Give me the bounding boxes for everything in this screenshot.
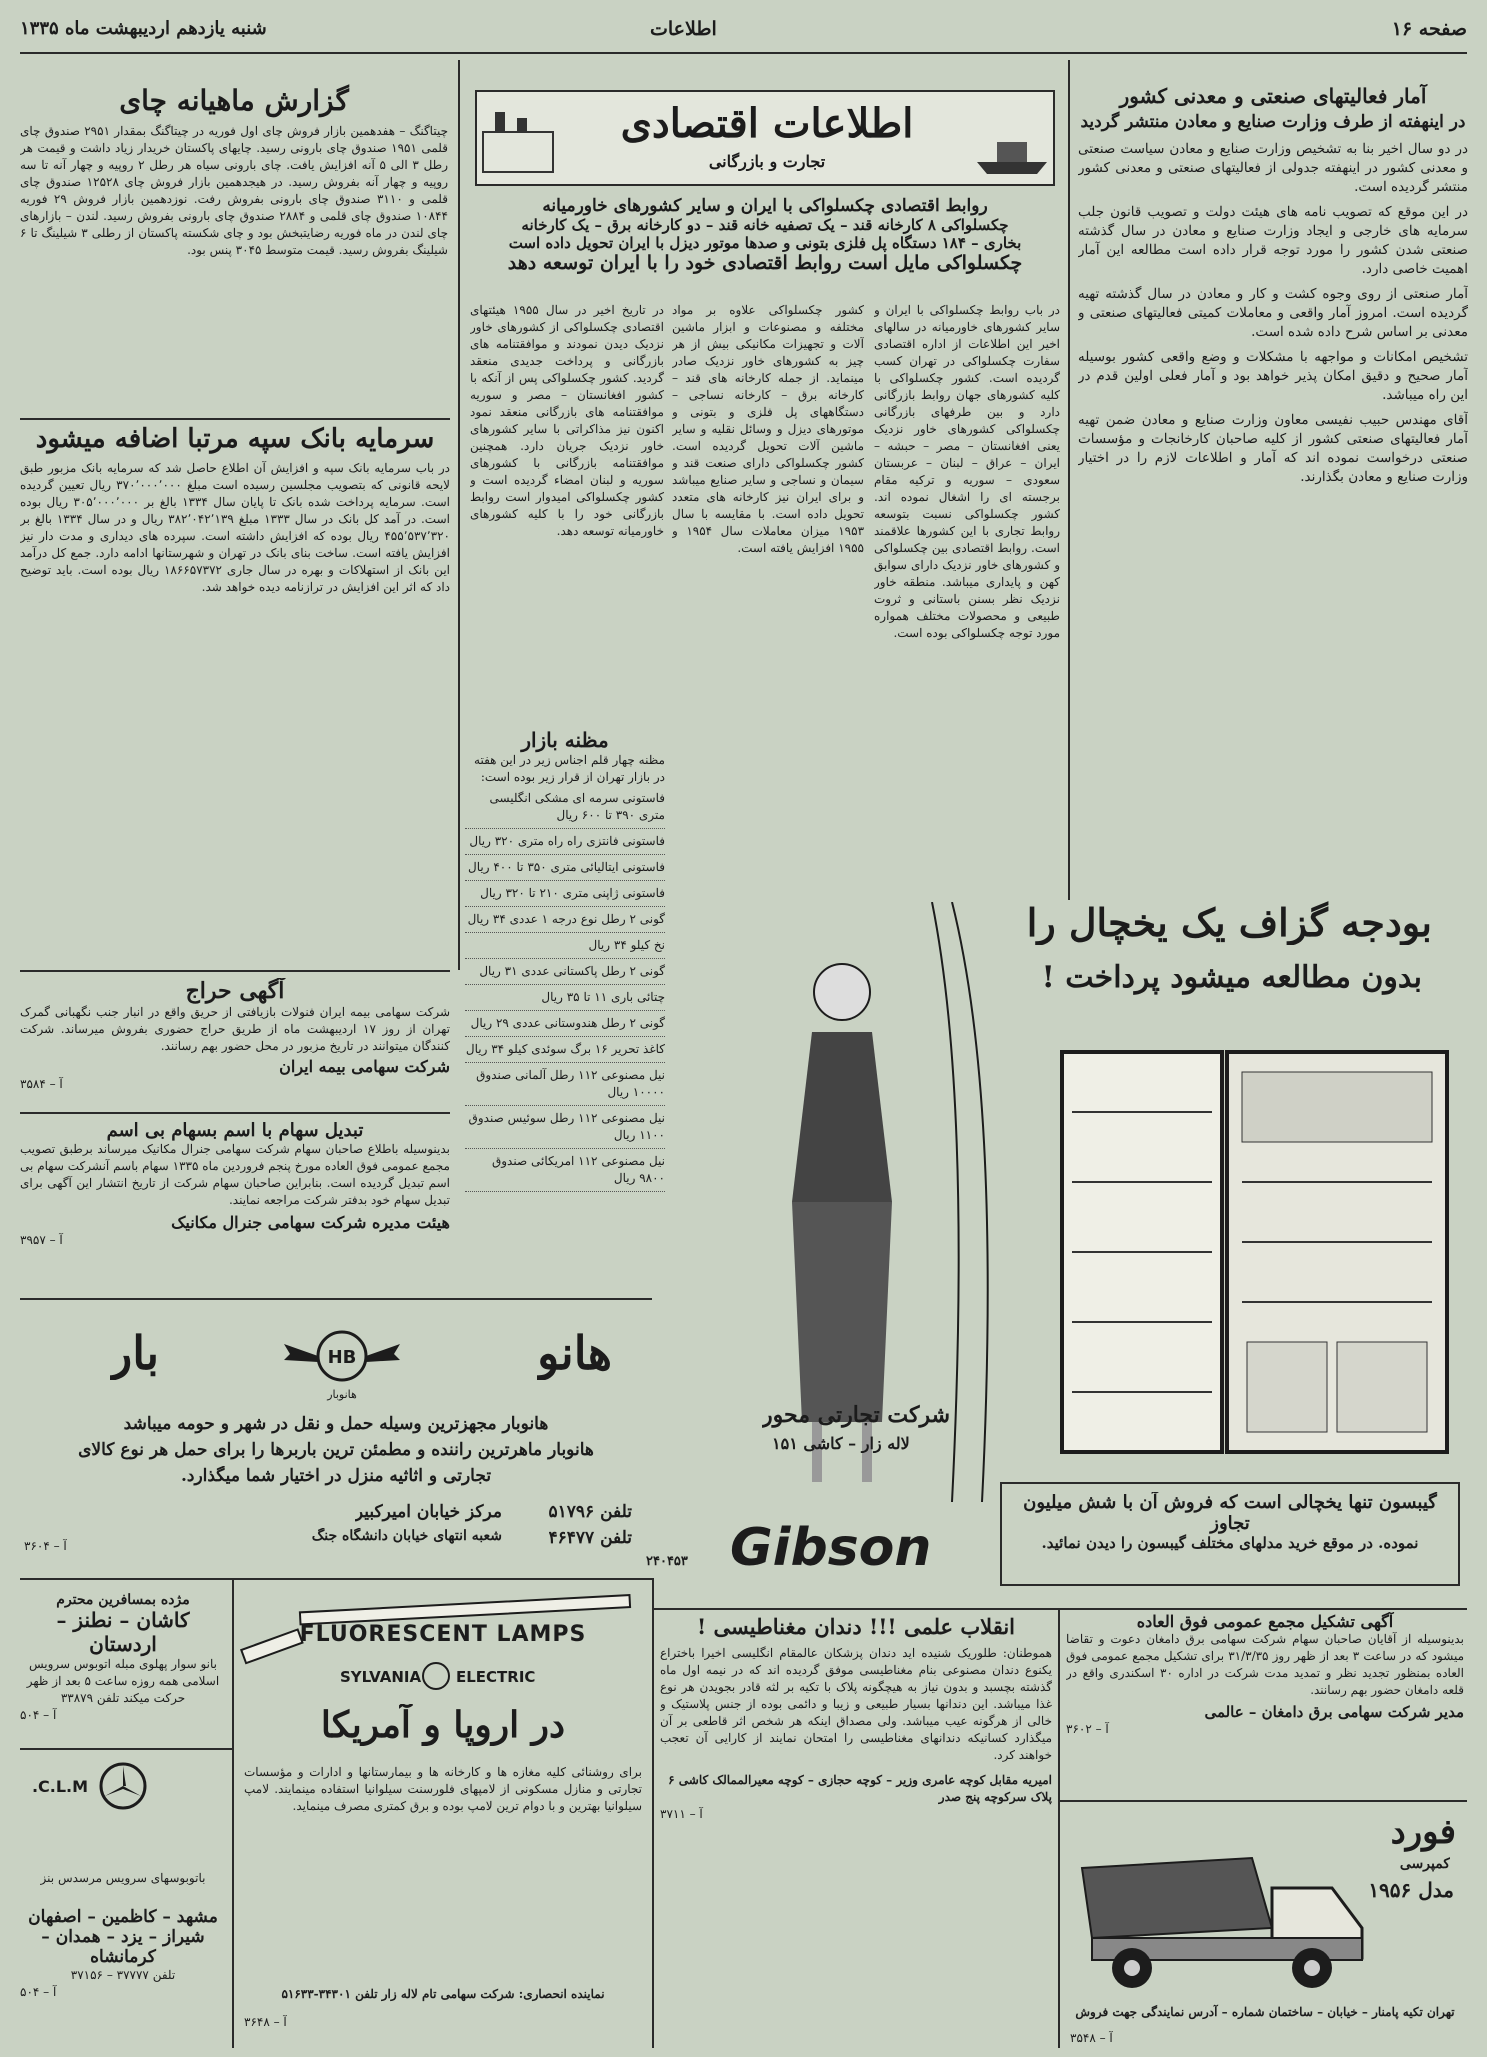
page-number: صفحه ۱۶ bbox=[1391, 18, 1467, 40]
rule bbox=[1060, 1800, 1467, 1802]
hanover-name-a: هانو bbox=[537, 1326, 612, 1380]
article-paragraph: تشخیص امکانات و مواجهه با مشکلات و وضع واقعی کشور بوسیله آمار صحیح و دقیق امکان پذیر خواهد بود و آمار فعلی اولین قدم در این راه میباشد. bbox=[1078, 349, 1468, 403]
general-assembly-notice bbox=[1066, 1612, 1464, 1792]
auction-signature: شرکت سهامی بیمه ایران bbox=[279, 1057, 450, 1076]
masthead-rule bbox=[20, 52, 1467, 54]
dental-address: امیریه مقابل کوچه عامری وزیر – کوچه حجازی – کوچه معیرالممالک کاشی ۶ پلاک سرکوچه پنج صدر bbox=[668, 1773, 1052, 1804]
fridge-tagline-box bbox=[1000, 1482, 1460, 1586]
col-rule-1 bbox=[458, 60, 460, 970]
article-paragraph: در دو سال اخیر بنا به تشخیص وزارت صنایع و معادن سیاست صنعتی و معدنی کشور در اینهفته جدولی از فعالیتهای صنعتی و معدنی کشور منتشر گردیده است. bbox=[1078, 141, 1468, 195]
czech-column-c: در تاریخ اخیر در سال ۱۹۵۵ هیئتهای اقتصادی چکسلواکی از کشورهای خاور نزدیک دیدن نمودند و موافقتنامه های بازرگانی و پرداخت جدیدی منعقد گردید. کشور چکسلواکی پس از آنکه با کشور افغانستان – مصر و سوریه موافقتنامه های بازرگانی منعقد نمود اکنون نیز مذاکراتی با سایر کشورهای خاور نزدیک جریان دارد. همچنین موافقتنامه بازرگانی با کشورهای سوریه و لبنان امضاء گردیده است و کشور چکسلواکی امیدوار است روابط بازرگانی خود را با کلیه کشورهای خاورمیانه توسعه دهد. bbox=[470, 303, 664, 538]
shares-title: تبدیل سهام با اسم بسهام بی اسم bbox=[106, 1120, 364, 1141]
hanover-address: شعبه انتهای خیابان دانشگاه جنگ bbox=[311, 1528, 502, 1544]
logo-caption: هانوبار bbox=[327, 1388, 357, 1401]
price-row: فاستونی ایتالیائی متری ۳۵۰ تا ۴۰۰ ریال bbox=[465, 855, 665, 881]
czech-headline: روابط اقتصادی چکسلواکی با ایران و سایر کشورهای خاورمیانه bbox=[542, 196, 988, 216]
hanover-name-b: بار bbox=[110, 1326, 160, 1380]
assembly-title: آگهی تشکیل مجمع عمومی فوق العاده bbox=[1136, 1612, 1394, 1631]
article-paragraph: آقای مهندس حبیب نفیسی معاون وزارت صنایع و معادن ضمن تهیه آمار فعالیتهای صنعتی کشور از کلیه صاحبان کارخانجات و مؤسسات صنعتی درخواست نموده اند که آمار و اطلاعات لازم را در اختیار وزارت صنایع و معادن بگذارند. bbox=[1078, 412, 1468, 485]
price-row: گونی ۲ رطل نوع درجه ۱ عددی ۳۴ ریال bbox=[465, 907, 665, 933]
dental-title: انقلاب علمی !!! دندان مغناطیسی ! bbox=[696, 1614, 1016, 1639]
ford-model: مدل ۱۹۵۶ bbox=[1368, 1878, 1454, 1902]
dump-truck-illustration bbox=[1072, 1828, 1372, 1998]
shares-body: بدینوسیله باطلاع صاحبان سهام شرکت سهامی جنرال مکانیک میرساند برطبق تصویب مجمع عمومی فوق العاده مورخ پنجم فروردین ماه ۱۳۳۵ سهام باسم آنشرکت سهام بی اسم تبدیل گردیده است. بنابراین صاحبان سهام شرکت از تاریخ انتشار این آگهی برای تبدیل سهام خود بدفتر شرکت مراجعه نمایند. bbox=[20, 1142, 450, 1207]
rule bbox=[20, 1748, 232, 1750]
gibson-logo: Gibson bbox=[730, 1518, 932, 1578]
assembly-code: آ – ۳۶۰۲ bbox=[1066, 1722, 1109, 1736]
fridge-code: ۲۴۰۴۵۳ bbox=[646, 1554, 688, 1569]
tea-headline: گزارش ماهیانه چای bbox=[119, 84, 349, 117]
clm-code: آ – ۵۰۴ bbox=[20, 1985, 57, 1999]
fridge-tagline: گیبسون تنها یخچالی است که فروش آن با شش میلیون تجاوز bbox=[1023, 1492, 1437, 1534]
banner-title: اطلاعات اقتصادی bbox=[620, 100, 914, 147]
fridge-headline: بدون مطالعه میشود پرداخت ! bbox=[1041, 960, 1422, 995]
sylvania-lamps-ad bbox=[240, 1590, 646, 2048]
dental-body: هموطنان: طلوریک شنیده اید دندان پزشکان عالمقام انگلیسی اخیرا باختراع یکنوع دندان مصنوعی بنام مغناطیسی موفق گردیده اند که در نیمه اول ماه گذشته بچسبد و بدون نیاز به هیچگونه پلاک با تکیه بر لثه قادر بجویدن هر نوع غذا میباشد. این دندانها بسیار طبیعی و زیبا و دائمی بوده از جنس پلاستیک و خالی از هرگونه عیب میباشد. ولی مصداق اینکه هر شخص اثر قاطعی بر آن میگذارد کسانیکه دندانهای مغناطیسی را امتحان نمایند از کارایی آن تعجب خواهند کرد. bbox=[660, 1646, 1052, 1762]
lamps-heading: FLUORESCENT LAMPS bbox=[299, 1622, 587, 1647]
clm-line: شیراز – یزد – همدان – کرمانشاه bbox=[41, 1927, 205, 1967]
article-paragraph: در این موقع که تصویب نامه های هیئت دولت و تصویب قانون جلب سرمایه های خارجی و ایجاد وزارت صنایع و معادن در سال گذشته صنعتی شدن کشور را مورد توجه قرار داده است مطالعه این آمار اهمیت خاصی دارد. bbox=[1078, 204, 1468, 277]
price-row: نیل مصنوعی ۱۱۲ رطل آلمانی صندوق ۱۰۰۰۰ ریال bbox=[465, 1063, 665, 1106]
hanover-code: آ – ۳۶۰۴ bbox=[24, 1539, 67, 1553]
auction-title: آگهی حراج bbox=[185, 978, 285, 1004]
assembly-signature: مدیر شرکت سهامی برق دامغان – عالمی bbox=[1204, 1703, 1464, 1721]
issue-date: شنبه یازدهم اردیبهشت ماه ۱۳۳۵ bbox=[20, 18, 267, 39]
logo-letters: HB bbox=[327, 1347, 357, 1368]
czech-column-b: کشور چکسلواکی علاوه بر مواد مختلفه و مصنوعات و ابزار ماشین آلات و تجهیزات مکانیکی بیش از هر چیز به کشورهای خاور نزدیک صادر مینماید. از جمله کارخانه های قند – کارخانه برق – کارخانه نساجی – دستگاههای پل فلزی و بتونی و موتورهای دیزل و وسائل نقلیه و سایر ماشین آلات تحویل گردیده است. کشور چکسلواکی دارای صنعت قند و سیمان و نساجی و سایر صنایع میباشد و برای ایران نیز کارخانه های متعدد تحویل داده است. با مقایسه با سال ۱۹۵۳ میزان معاملات سال ۱۹۵۴ و ۱۹۵۵ افزایش یافته است. bbox=[672, 303, 864, 555]
clm-bus-ad bbox=[20, 1756, 226, 2046]
article-subhead: در اینهفته از طرف وزارت صنایع و معادن منتشر گردید bbox=[1080, 112, 1466, 132]
lamps-headline: در اروپا و آمریکا bbox=[320, 1704, 566, 1746]
price-row: فاستونی فانتزی راه راه متری ۳۲۰ ریال bbox=[465, 829, 665, 855]
economic-news-banner bbox=[475, 90, 1055, 186]
hanover-phone: تلفن ۴۶۴۷۷ bbox=[548, 1528, 632, 1548]
rule bbox=[20, 970, 450, 972]
fridge-dealer: شرکت تجارتی محور bbox=[762, 1402, 951, 1428]
price-row: کاغذ تحریر ۱۶ برگ سوئدی کیلو ۳۴ ریال bbox=[465, 1037, 665, 1063]
travel-ad bbox=[20, 1592, 226, 1742]
electric-brand: ELECTRIC bbox=[456, 1668, 536, 1686]
refrigerator-illustration bbox=[1042, 1042, 1462, 1462]
price-row: فاستونی ژاپنی متری ۲۱۰ تا ۳۲۰ ریال bbox=[465, 881, 665, 907]
price-row: گونی ۲ رطل پاکستانی عددی ۳۱ ریال bbox=[465, 959, 665, 985]
czech-line: بخاری – ۱۸۴ دستگاه پل فلزی بتونی و صدها موتور دیزل با ایران تحویل داده است bbox=[508, 234, 1022, 252]
shares-ad bbox=[20, 1120, 450, 1290]
sylvania-brand: SYLVANIA bbox=[340, 1668, 422, 1686]
bank-headline: سرمایه بانک سپه مرتبا اضافه میشود bbox=[35, 424, 435, 454]
price-row: گونی ۲ رطل هندوستانی عددی ۲۹ ریال bbox=[465, 1011, 665, 1037]
ford-dealer: تهران تکیه پامنار – خیابان – ساختمان شماره – آدرس نمایندگی جهت فروش bbox=[1075, 2005, 1455, 2019]
bank-sepah-article bbox=[20, 424, 450, 964]
fridge-headline: بودجه گزاف یک یخچال را bbox=[1026, 900, 1432, 945]
prices-title: مظنه بازار bbox=[521, 728, 609, 752]
assembly-body: بدینوسیله از آقایان صاحبان سهام شرکت سهامی برق دامغان دعوت و تقاضا میشود که در ساعت ۳ بعد از ظهر روز ۳۱/۳/۳۵ برای تشکیل مجمع عمومی فوق العاده بمنظور تجدید نظر و تمدید مدت شرکت در اداره ۳۰ اسکندری واقع در قلعه دامغان حضور بهم رسانند. bbox=[1066, 1632, 1464, 1697]
ford-subbrand: کمپرسی bbox=[1399, 1856, 1450, 1872]
hanover-line: تجارتی و اثاثیه منزل در اختیار شما میگذارد. bbox=[180, 1466, 492, 1486]
winged-logo-icon bbox=[282, 1314, 402, 1404]
travel-body: بانو سوار پهلوی مبله اتوبوس سرویس اسلامی همه روزه ساعت ۵ بعد از ظهر حرکت میکند تلفن ۳۳۸۷۹ bbox=[26, 1657, 220, 1705]
sylvania-logo-icon bbox=[422, 1662, 450, 1690]
auction-body: شرکت سهامی بیمه ایران فنولات بازیافتی از حریق واقع در انبار جنب نگهبانی گمرک تهران از روز ۱۷ اردیبهشت ماه از طریق حراج حضوری بفروش میرساند. شرکت کنندگان میتوانند در تاریخ مزبور در محل حضور بهم رسانند. bbox=[20, 1005, 450, 1053]
mercedes-star-logo-icon bbox=[20, 1756, 226, 1816]
rule bbox=[232, 1578, 234, 2048]
article-headline: آمار فعالیتهای صنعتی و معدنی کشور bbox=[1119, 84, 1427, 108]
price-row: چتائی باری ۱۱ تا ۳۵ ریال bbox=[465, 985, 665, 1011]
travel-tag: مژده بمسافرین محترم bbox=[56, 1592, 190, 1608]
ford-truck-ad bbox=[1066, 1808, 1464, 2048]
tea-report-article bbox=[20, 84, 448, 414]
clm-line: باتوبوسهای سرویس مرسدس بنز bbox=[40, 1871, 206, 1885]
col-rule-2 bbox=[1068, 60, 1070, 900]
hanover-line: هانوبار ماهرترین راننده و مطمئن ترین باربرها را برای حمل هر نوع کالای bbox=[78, 1440, 594, 1460]
auction-ad bbox=[20, 978, 450, 1108]
banner-subtitle: تجارت و بازرگانی bbox=[708, 152, 826, 171]
shares-signature: هیئت مدیره شرکت سهامی جنرال مکانیک bbox=[171, 1213, 450, 1232]
ford-code: آ – ۳۵۴۸ bbox=[1070, 2031, 1113, 2045]
woman-illustration bbox=[712, 902, 1012, 1522]
fridge-tagline: نموده. در موقع خرید مدلهای مختلف گیبسون را دیدن نمائید. bbox=[1041, 1534, 1419, 1552]
hanover-ad bbox=[20, 1306, 652, 1570]
price-row: فاستونی سرمه ای مشکی انگلیسی متری ۳۹۰ تا ۶۰۰ ریال bbox=[465, 786, 665, 829]
lamps-body: برای روشنائی کلیه مغازه ها و کارخانه ها و بیمارستانها و ادارات و مؤسسات تجارتی و منازل مسکونی از لامپهای فلورسنت سیلوانیا استفاده مینمایند. لامپ سیلوانیا بهترین و با دوام ترین لامپ بوده و برق کمتری مصرف مینماید. bbox=[244, 1765, 642, 1813]
clm-phones: تلفن ۳۷۷۷۷ – ۳۷۱۵۶ bbox=[70, 1968, 176, 1982]
rule bbox=[1058, 1608, 1060, 2048]
industrial-stats-article bbox=[1078, 84, 1468, 904]
bank-body: در باب سرمایه بانک سپه و افزایش آن اطلاع حاصل شد که سرمایه بانک مزبور طبق لایحه قانونی که بتصویب مجلسین رسیده است مبلغ ۳۷۰٬۰۰۰٬۰۰۰ ریال تعیین گردیده است. سرمایه پرداخت شده بانک تا پایان سال ۱۳۳۴ بالغ بر ۳۰۵٬۰۰۰٬۰۰۰ ریال بوده است. در آمد کل بانک در سال ۱۳۳۳ مبلغ ۳۸۲٬۰۴۲٬۱۳۹ ریال و در سال ۱۳۳۴ بالغ بر ۴۵۵٬۵۳۷٬۳۲۰ ریال بوده که افزایش داشته است. سپرده های دیداری و مدت دار نیز افزایش یافته است. ساخت بنای بانک در تهران و شهرستانها ادامه دارد. جمع کل درآمد این بانک از استهلاکات و بهره در سال جاری ۱۸۶۶۵۷۳۷۲ ریال بوده است. باید توضیح داد که اثر این افزایش در ترازنامه دیده خواهد شد. bbox=[20, 461, 450, 594]
hanover-line: هانوبار مجهزترین وسیله حمل و نقل در شهر و حومه میباشد bbox=[123, 1414, 549, 1434]
clm-line: مشهد – کاظمین – اصفهان bbox=[28, 1907, 218, 1927]
prices-list bbox=[465, 786, 665, 1192]
travel-route: کاشان – نطنز – اردستان bbox=[56, 1608, 190, 1656]
lamps-code: آ – ۳۶۴۸ bbox=[244, 2015, 287, 2029]
price-row: نیل مصنوعی ۱۱۲ رطل سوئیس صندوق ۱۱۰۰ ریال bbox=[465, 1106, 665, 1149]
tea-body: چیتاگنگ – هفدهمین بازار فروش چای اول فوریه در چیتاگنگ بمقدار ۲۹۵۱ صندوق چای قلمی ۱۹۵۱ صندوق چای بارونی رسید. چایهای پاکستان خریدار زیاد داشت و قیمت هر رطل ۳ الی ۵ آنه افزایش یافت. چای بارونی سیاه هر رطل ۲ روپیه و چهار آنه تا سه روپیه و چهار آنه بفروش رسید. در هیجدهمین بازار فروش چای ۱۲۵۲۸ صندوق چای قلمی و ۳۱۱۰ صندوق چای بارونی بفروش رفت. نوزدهمین بازار فروش ۲۹ فوریه ۱۰۸۴۴ صندوق چای قلمی و ۲۸۸۴ صندوق چای بارونی بفروش رسید. لندن – بازارهای چای لندن در ماه فوریه رضایتبخش بود و چای شکسته پاکستان از رطلی ۳ شیلینگ تا ۶ شیلینگ بفروش رسید. قیمت متوسط ۳۰۴۵ پنس بود. bbox=[20, 124, 448, 257]
rule bbox=[652, 1578, 654, 2048]
article-paragraph: آمار صنعتی از روی وجوه کشت و کار و معادن در سال گذشته تهیه گردیده است. امروز آمار واقعی و معاملات کمیتی فعالیتهای صنعتی و معدنی بر اساس شرح داده شده است. bbox=[1078, 286, 1468, 340]
prices-intro: مظنه چهار قلم اجناس زیر در این هفته در بازار تهران از قرار زیر بوده است: bbox=[474, 753, 665, 784]
lamps-agent: نماینده انحصاری: شرکت سهامی تام لاله زار تلفن ۳۴۳۰۱-۵۱۶۳۳ bbox=[281, 1987, 605, 2001]
czech-line: چکسلواکی ۸ کارخانه قند – یک تصفیه خانه قند – دو کارخانه برق – یک کارخانه bbox=[521, 216, 1009, 234]
fridge-dealer-address: لاله زار – کاشی ۱۵۱ bbox=[772, 1434, 910, 1453]
rule bbox=[20, 1578, 652, 1580]
clm-brand: C.L.M. bbox=[31, 1777, 89, 1796]
rule bbox=[20, 1112, 450, 1114]
paper-name: اطلاعات bbox=[650, 18, 717, 40]
czech-headline-block bbox=[470, 196, 1060, 292]
market-prices bbox=[465, 728, 665, 1298]
gibson-fridge-ad bbox=[642, 882, 1462, 1600]
hanover-phone: تلفن ۵۱۷۹۶ bbox=[548, 1502, 632, 1522]
dental-code: آ – ۳۷۱۱ bbox=[660, 1807, 703, 1821]
czech-line: چکسلواکی مایل است روابط اقتصادی خود را با ایران توسعه دهد bbox=[507, 252, 1023, 274]
rule bbox=[20, 418, 450, 420]
masthead bbox=[20, 18, 1467, 48]
auction-code: آ – ۳۵۸۴ bbox=[20, 1077, 63, 1091]
price-row: نخ کیلو ۳۴ ریال bbox=[465, 933, 665, 959]
price-row: نیل مصنوعی ۱۱۲ امریکائی صندوق ۹۸۰۰ ریال bbox=[465, 1149, 665, 1192]
magnetic-dentures-article bbox=[660, 1614, 1052, 2046]
travel-code: آ – ۵۰۴ bbox=[20, 1708, 57, 1722]
shares-code: آ – ۳۹۵۷ bbox=[20, 1233, 63, 1247]
rule bbox=[20, 1298, 652, 1300]
hanover-address: مرکز خیابان امیرکبیر bbox=[354, 1502, 502, 1522]
czech-column-a: در باب روابط چکسلواکی با ایران و سایر کشورهای خاورمیانه در سالهای اخیر این اطلاعات از اداره اقتصادی سفارت چکسلواکی در تهران کسب گردیده است. کشور چکسلواکی با کلیه کشورهای جهان روابط بازرگانی دارد و بین طرفهای بازرگانی چکسلواکی کشورهای خاور نزدیک یعنی افغانستان – مصر – حبشه – ایران – عراق – لبنان – عربستان سعودی – سوریه و ترکیه مقام برجسته ای را اشغال نموده اند. کشور چکسلواکی نسبت بتوسعه روابط تجاری با این کشورها علاقمند است. روابط اقتصادی بین چکسلواکی و کشورهای خاور نزدیک دارای سوابق کهن و پایداری میباشد. منطقه خاور نزدیک نظر بسنن باستانی و ثروت طبیعی و محصولات مختلف همواره مورد توجه چکسلواکی بوده است. bbox=[874, 303, 1060, 640]
ford-brand: فورد bbox=[1390, 1812, 1456, 1852]
